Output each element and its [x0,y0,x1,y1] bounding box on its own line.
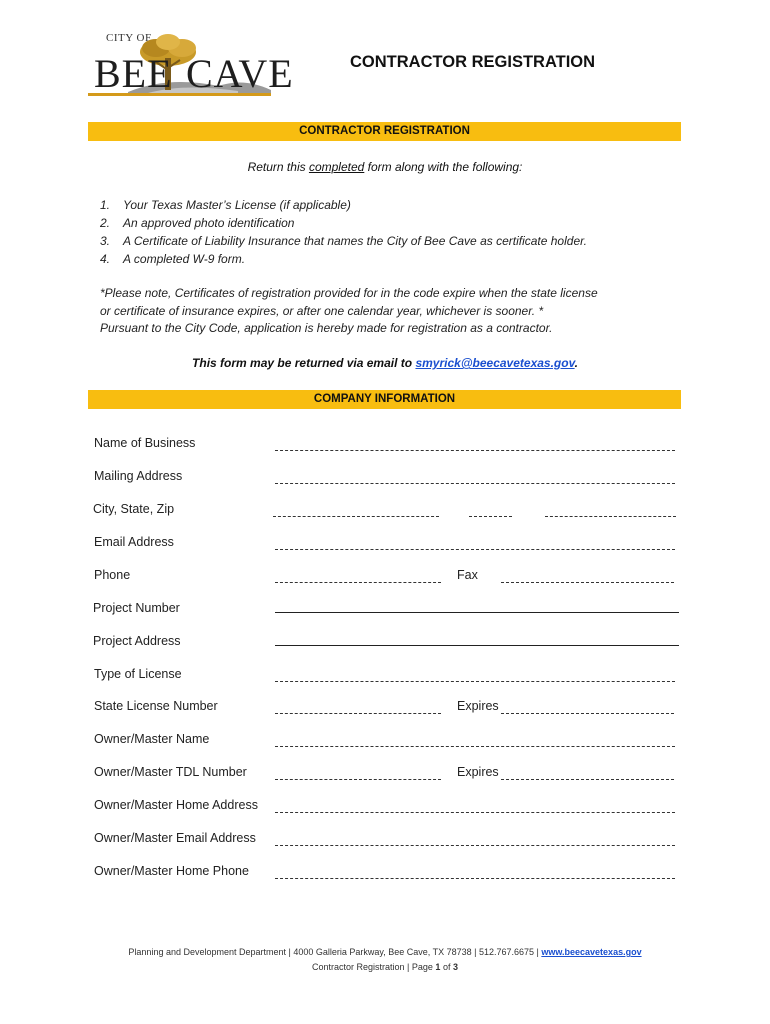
phone-field[interactable] [275,581,441,583]
form-row-owner-master-tdl [0,765,770,785]
list-item-number: 1. [100,198,111,212]
list-item [100,250,587,268]
section-header-contractor-registration: CONTRACTOR REGISTRATION [88,122,681,141]
field-label: Phone [94,568,131,582]
return-instructions-pre: Return this [247,160,309,174]
form-row-email-address [0,535,770,555]
mailing-address-field[interactable] [275,482,675,484]
list-item-text: A completed W-9 form. [123,252,246,266]
footer-page-info [0,962,770,972]
field-label: Owner/Master Home Phone [94,864,249,878]
form-row-owner-master-email [0,831,770,851]
form-row-city-state-zip [0,502,770,522]
tdl-expires-field[interactable] [501,778,674,780]
field-label: Project Address [93,634,181,648]
return-instructions-post: form along with the following: [364,160,523,174]
footer-page-number: 1 [435,962,441,972]
return-instructions-completed: completed [308,160,365,174]
project-address-field[interactable] [275,644,679,646]
form-row-owner-master-home-address [0,798,770,818]
expiration-note [100,285,598,338]
list-item-text: A Certificate of Liability Insurance that names the City of Bee Cave as certificate holder. [123,234,588,248]
field-label: State License Number [94,699,218,713]
list-item-number: 3. [100,234,111,248]
footer-page-label: Contractor Registration | Page [312,962,436,972]
form-row-owner-master-name [0,732,770,752]
name-of-business-field[interactable] [275,449,675,451]
email-return-line [0,356,770,370]
email-link[interactable]: smyrick@beecavetexas.gov [415,356,575,370]
email-address-field[interactable] [275,548,675,550]
form-row-name-of-business [0,436,770,456]
state-license-number-field[interactable] [275,712,441,714]
footer-address-text: Planning and Development Department | 4000 Galleria Parkway, Bee Cave, TX 78738 | 512.767.6675 | [128,947,542,957]
list-item-number: 4. [100,252,111,266]
field-label: Type of License [94,667,182,681]
city-of-bee-cave-logo [88,30,294,100]
form-row-phone [0,568,770,588]
license-expires-field[interactable] [501,712,674,714]
fax-label: Fax [457,568,478,582]
form-row-owner-master-home-phone [0,864,770,884]
field-label: Owner/Master Home Address [94,798,258,812]
project-number-field[interactable] [275,611,679,613]
field-label: Owner/Master TDL Number [94,765,247,779]
list-item-number: 2. [100,216,111,230]
fax-field[interactable] [501,581,674,583]
section-header-company-information: COMPANY INFORMATION [88,390,681,409]
field-label: Name of Business [94,436,196,450]
form-row-project-number [0,601,770,621]
requirements-list [100,196,587,268]
list-item [100,196,587,214]
form-row-state-license-number [0,699,770,719]
city-field[interactable] [273,515,439,517]
owner-master-home-phone-field[interactable] [275,877,675,879]
footer-page-of: of [440,962,453,972]
owner-master-email-field[interactable] [275,844,675,846]
footer-page-total: 3 [452,962,458,972]
zip-field[interactable] [545,515,676,517]
state-field[interactable] [469,515,512,517]
form-row-type-of-license [0,667,770,687]
owner-master-home-address-field[interactable] [275,811,675,813]
document-title: CONTRACTOR REGISTRATION [350,53,596,71]
expires-label: Expires [457,699,499,713]
field-label: City, State, Zip [93,502,175,516]
expires-label: Expires [457,765,499,779]
return-instructions [0,160,770,174]
type-of-license-field[interactable] [275,680,675,682]
field-label: Mailing Address [94,469,183,483]
field-label: Owner/Master Name [94,732,210,746]
field-label: Owner/Master Email Address [94,831,256,845]
logo-city-of-text: CITY OF [106,32,152,44]
list-item-text: Your Texas Master’s License (if applicable) [123,198,351,212]
field-label: Project Number [93,601,180,615]
list-item-text: An approved photo identification [123,216,295,230]
note-line: Pursuant to the City Code, application is hereby made for registration as a contractor. [100,321,553,335]
owner-master-tdl-field[interactable] [275,778,441,780]
list-item [100,232,587,250]
footer-address [0,947,770,957]
field-label: Email Address [94,535,174,549]
logo-bee-text: BEE [94,51,173,96]
list-item [100,214,587,232]
note-line: or certificate of insurance expires, or after one calendar year, whichever is sooner. * [100,303,544,318]
footer-website-link[interactable]: www.beecavetexas.gov [541,947,642,957]
email-line-pre: This form may be returned via email to [192,356,416,370]
form-row-project-address [0,634,770,654]
email-line-post: . [574,356,578,370]
owner-master-name-field[interactable] [275,745,675,747]
logo-cave-text: CAVE [186,51,294,96]
note-line: *Please note, Certificates of registration provided for in the code expire when the state license [100,286,598,300]
form-row-mailing-address [0,469,770,489]
